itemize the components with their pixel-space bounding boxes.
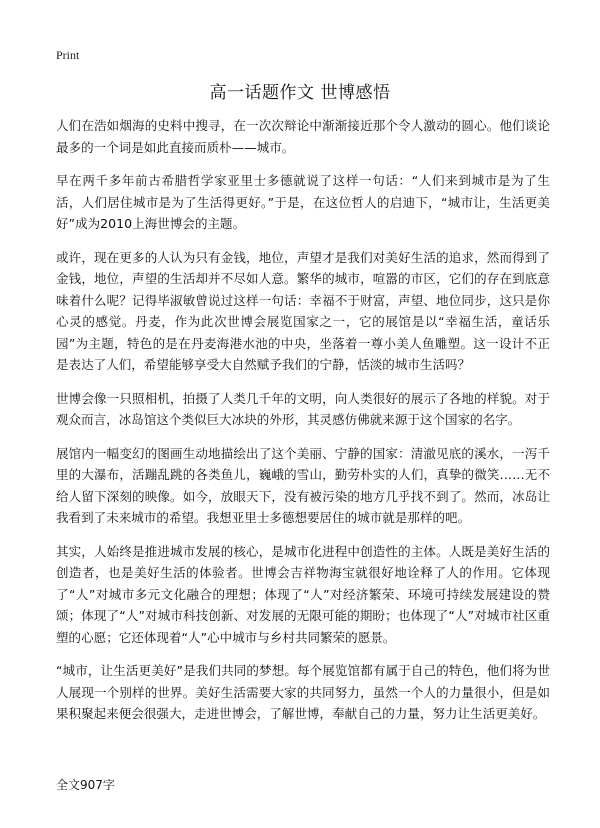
article-paragraph-5: 展馆内一幅变幻的图画生动地描绘出了这个美丽、宁静的国家：清澈见底的溪水，一泻千里的大瀑布，活蹦乱跳的各类鱼儿，巍峨的雪山，勤劳朴实的人们，真挚的微笑……无不给人留下深刻的映像。如今，放眼天下，没有被污染的地方几乎找不到了。然而，冰岛让我看到了未来城市的希望。我想亚里士多德想要居住的城市就是那样的吧。 — [56, 445, 550, 525]
article-paragraph-1: 人们在浩如烟海的史料中搜寻，在一次次辩论中渐渐接近那个令人激动的圆心。他们谈论最多的一个词是如此直接而质朴——城市。 — [56, 118, 550, 155]
word-count: 全文907字 — [56, 778, 115, 792]
article-body — [56, 115, 550, 737]
article-title: 高一话题作文 世博感悟 — [209, 83, 391, 103]
article-paragraph-3: 或许，现在更多的人认为只有金钱，地位，声望才是我们对美好生活的追求，然而得到了金钱，地位，声望的生活却并不尽如人意。繁华的城市，喧嚣的市区，它们的存在到底意味着什么呢？记得毕淑敏曾说过这样一句话：幸福不于财富，声望、地位同步，这只是你心灵的感觉。丹麦，作为此次世博会展览国家之一，它的展馆是以“幸福生活，童话乐园”为主题，特色的是在丹麦海港水池的中央，坐落着一尊小美人鱼雕塑。这一设计不正是表达了人们，希望能够享受大自然赋予我们的宁静，恬淡的城市生活吗？ — [56, 249, 550, 372]
article-paragraph-2: 早在两千多年前古希腊哲学家亚里士多德就说了这样一句话：“人们来到城市是为了生活，人们居住城市是为了生活得更好。”于是，在这位哲人的启迪下，“城市让，生活更美好”成为2010上海世博会的主题。 — [56, 173, 550, 231]
print-link[interactable]: Print — [56, 48, 80, 62]
article-paragraph-6: 其实，人始终是推进城市发展的核心，是城市化进程中创造性的主体。人既是美好生活的创造者，也是美好生活的体验者。世博会吉祥物海宝就很好地诠释了人的作用。它体现了“人”对城市多元文化融合的理想；体现了“人”对经济繁荣、环境可持续发展建设的赞颂；体现了“人”对城市科技创新、对发展的无限可能的期盼；也体现了“人”对城市社区重塑的心愿；它还体现着“人”心中城市与乡村共同繁荣的愿景。 — [56, 543, 550, 645]
article-paragraph-4: 世博会像一只照相机，拍摄了人类几千年的文明，向人类很好的展示了各地的样貌。对于观众而言，冰岛馆这个类似巨大冰块的外形，其灵感仿佛就来源于这个国家的名字。 — [56, 390, 550, 427]
article-paragraph-7: “城市，让生活更美好”是我们共同的梦想。每个展览馆都有属于自己的特色，他们将为世人展现一个别样的世界。美好生活需要大家的共同努力，虽然一个人的力量很小，但是如果积聚起来便会很强大，走进世博会，了解世博，奉献自己的力量，努力让生活更美好。 — [56, 663, 550, 721]
